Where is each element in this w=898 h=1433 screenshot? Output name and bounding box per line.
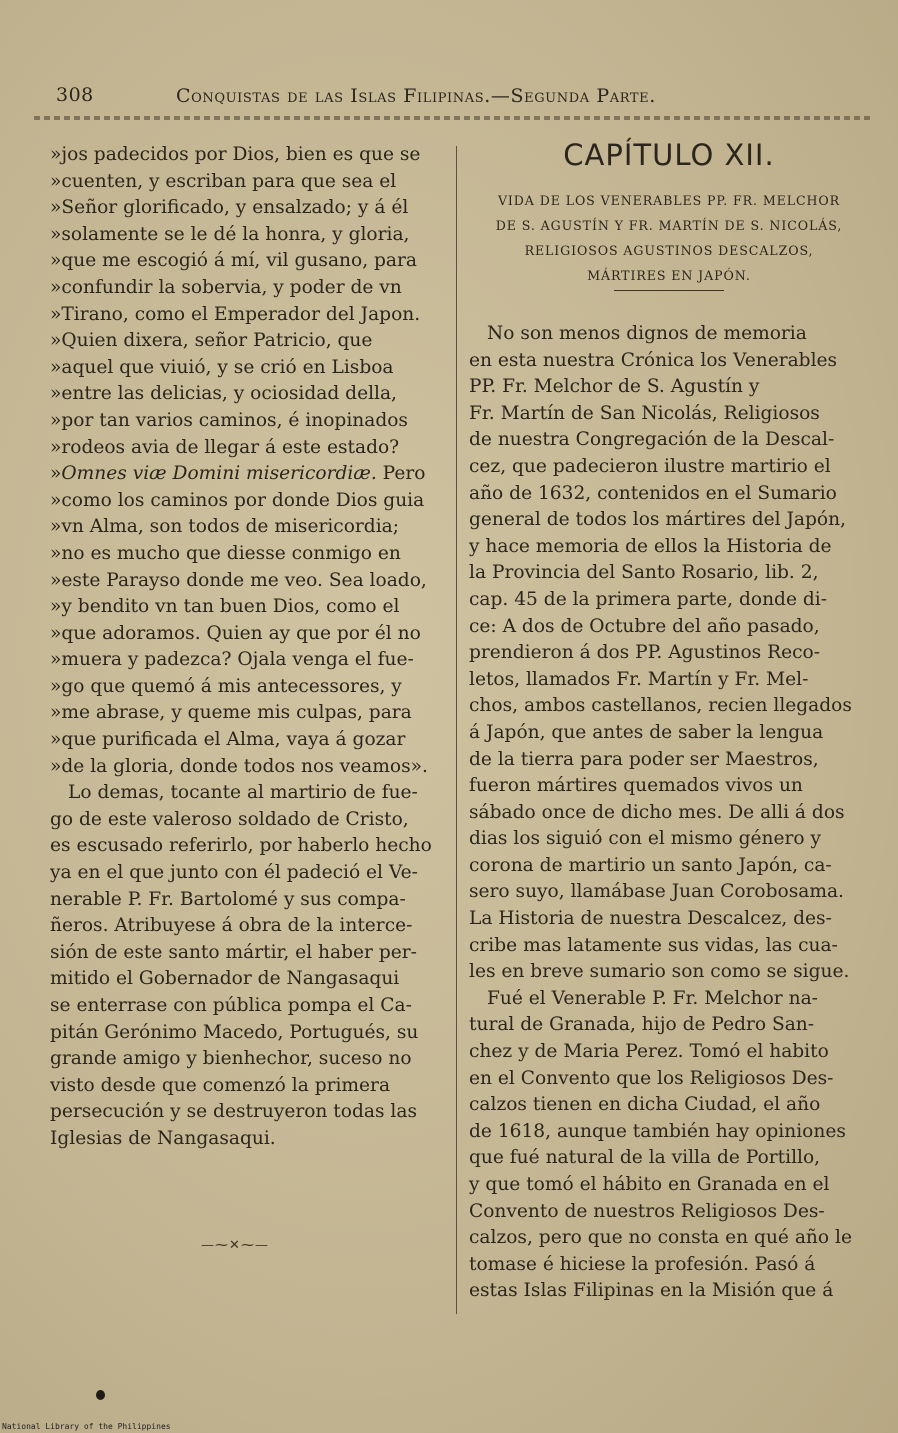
- text-line: de nuestra Congregación de la Descal-: [469, 429, 835, 451]
- column-divider: [456, 146, 457, 1314]
- text-line: general de todos los mártires del Japón,: [469, 509, 846, 531]
- text-line: la Provincia del Santo Rosario, lib. 2,: [469, 562, 819, 584]
- text-line: ce: A dos de Octubre del año pasado,: [469, 615, 820, 637]
- text-line: sábado once de dicho mes. De alli á dos: [469, 801, 845, 823]
- text-line: visto desde que comenzó la primera: [50, 1074, 391, 1096]
- right-column: [469, 138, 869, 1305]
- ink-spot: [96, 1390, 105, 1400]
- text-line: prendieron á dos PP. Agustinos Reco-: [469, 642, 820, 664]
- text-line: sero suyo, llamábase Juan Corobosama.: [469, 881, 844, 903]
- text-line: que fué natural de la villa de Portillo,: [469, 1147, 821, 1169]
- text-line: No son menos dignos de memoria: [487, 323, 807, 344]
- text-line: chez y de Maria Perez. Tomó el habito: [469, 1041, 829, 1063]
- subtitle-line: VIDA DE LOS VENERABLES PP. FR. MELCHOR: [497, 193, 841, 208]
- left-paragraph-2: [50, 780, 446, 1152]
- text-line: se enterrase con pública pompa el Ca-: [50, 995, 412, 1016]
- text-line: en el Convento que los Religiosos Des-: [469, 1067, 834, 1089]
- text-line: corona de martirio un santo Japón, ca-: [469, 854, 832, 876]
- latin-line: [50, 461, 446, 488]
- text-line: Iglesias de Nangasaqui.: [50, 1127, 276, 1149]
- text-line: »rodeos avia de llegar á este estado?: [50, 436, 400, 458]
- running-head: Conquistas de las Islas Filipinas.—Segunda Parte.: [176, 85, 656, 107]
- right-paragraph-2: [469, 986, 869, 1305]
- text-line: Fr. Martín de San Nicolás, Religiosos: [469, 402, 820, 424]
- chapter-rule: [614, 290, 724, 291]
- text-line: ya en el que junto con él padeció el Ve-: [50, 862, 418, 884]
- end-ornament: —⁓✕⁓—: [201, 1238, 269, 1253]
- text-line: »que adoramos. Quien ay que por él no: [50, 622, 421, 644]
- text-line: »solamente se le dé la honra, y gloria,: [50, 223, 410, 245]
- latin-suffix: Pero: [376, 463, 426, 485]
- text-line: letos, llamados Fr. Martín y Fr. Mel-: [469, 668, 809, 690]
- subtitle-line: DE S. AGUSTÍN Y FR. MARTÍN DE S. NICOLÁS,: [495, 218, 843, 233]
- library-credit: National Library of the Philippines: [2, 1422, 171, 1431]
- text-line: de 1618, aunque también hay opiniones: [469, 1120, 846, 1142]
- text-line: »entre las delicias, y ociosidad della,: [50, 383, 397, 405]
- text-line: tomase é hiciese la profesión. Pasó á: [469, 1253, 816, 1275]
- text-line: estas Islas Filipinas en la Misión que á: [469, 1280, 834, 1302]
- page-number: 308: [56, 84, 94, 106]
- right-paragraph-1: [469, 321, 869, 986]
- text-line: »Tirano, como el Emperador del Japon.: [50, 303, 421, 325]
- text-line: »cuenten, y escriban para que sea el: [50, 170, 397, 192]
- text-line: á Japón, que antes de saber la lengua: [469, 721, 824, 743]
- text-line: tural de Granada, hijo de Pedro San-: [469, 1014, 815, 1036]
- text-line: cez, que padecieron ilustre martirio el: [469, 455, 831, 477]
- chapter-subtitle: [469, 190, 869, 286]
- text-line: sión de este santo mártir, el haber per-: [50, 941, 417, 963]
- page-header: [40, 84, 870, 112]
- text-line: La Historia de nuestra Descalcez, des-: [469, 908, 832, 930]
- text-line: chos, ambos castellanos, recien llegados: [469, 695, 852, 717]
- text-line: Lo demas, tocante al martirio de fue-: [68, 782, 418, 804]
- text-line: »y bendito vn tan buen Dios, como el: [50, 596, 400, 618]
- text-line: calzos tienen en dicha Ciudad, el año: [469, 1094, 821, 1116]
- text-line: »como los caminos por donde Dios guia: [50, 489, 425, 511]
- text-line: es escusado referirlo, por haberlo hecho: [50, 835, 432, 857]
- text-line: les en breve sumario son como se sigue.: [469, 961, 850, 983]
- text-line: »este Parayso donde me veo. Sea loado,: [50, 569, 427, 591]
- text-line: »jos padecidos por Dios, bien es que se: [50, 144, 421, 165]
- text-line: »de la gloria, donde todos nos veamos».: [50, 755, 428, 777]
- left-paragraph-1: [50, 142, 446, 780]
- text-line: Convento de nuestros Religiosos Des-: [469, 1200, 825, 1222]
- text-line: »que purificada el Alma, vaya á gozar: [50, 729, 406, 751]
- text-line: cap. 45 de la primera parte, donde di-: [469, 588, 828, 610]
- text-line: Fué el Venerable P. Fr. Melchor na-: [487, 987, 818, 1009]
- text-line: »por tan varios caminos, é inopinados: [50, 409, 408, 431]
- text-line: fueron mártires quemados vivos un: [469, 775, 803, 797]
- text-line: »me abrase, y queme mis culpas, para: [50, 702, 412, 724]
- left-column: [50, 142, 446, 1153]
- text-line: mitido el Gobernador de Nangasaqui: [50, 968, 400, 990]
- text-line: y hace memoria de ellos la Historia de: [469, 535, 832, 557]
- text-line: ñeros. Atribuyese á obra de la interce-: [50, 915, 413, 937]
- text-line: de la tierra para poder ser Maestros,: [469, 748, 819, 770]
- latin-phrase: Omnes viæ Domini misericordiæ.: [61, 463, 377, 485]
- text-line: nerable P. Fr. Bartolomé y sus compa-: [50, 888, 406, 910]
- text-line: »go que quemó á mis antecessores, y: [50, 675, 402, 697]
- text-line: grande amigo y bienhechor, suceso no: [50, 1048, 412, 1070]
- text-line: »muera y padezca? Ojala venga el fue-: [50, 649, 414, 671]
- text-line: »Señor glorificado, y ensalzado; y á él: [50, 197, 409, 219]
- text-line: dias los siguió con el mismo género y: [469, 828, 821, 850]
- text-line: »Quien dixera, señor Patricio, que: [50, 330, 373, 352]
- latin-prefix: »: [50, 463, 62, 485]
- text-line: go de este valeroso soldado de Cristo,: [50, 808, 409, 830]
- chapter-title: CAPÍTULO XII.: [563, 138, 775, 172]
- text-line: »aquel que viuió, y se crió en Lisboa: [50, 356, 394, 378]
- text-line: año de 1632, contenidos en el Sumario: [469, 482, 837, 504]
- header-wavy-rule: [34, 116, 874, 120]
- text-line: persecución y se destruyeron todas las: [50, 1101, 417, 1123]
- text-line: pitán Gerónimo Macedo, Portugués, su: [50, 1021, 419, 1043]
- text-line: PP. Fr. Melchor de S. Agustín y: [469, 376, 760, 398]
- subtitle-line: RELIGIOSOS AGUSTINOS DESCALZOS,: [524, 243, 814, 258]
- subtitle-line: MÁRTIRES EN JAPÓN.: [587, 268, 751, 283]
- text-line: calzos, pero que no consta en qué año le: [469, 1227, 852, 1249]
- text-line: »no es mucho que diesse conmigo en: [50, 542, 401, 564]
- text-line: y que tomó el hábito en Granada en el: [469, 1174, 830, 1195]
- text-line: »vn Alma, son todos de misericordia;: [50, 516, 399, 538]
- text-line: »que me escogió á mí, vil gusano, para: [50, 250, 417, 272]
- text-line: en esta nuestra Crónica los Venerables: [469, 349, 838, 371]
- text-line: »confundir la sobervia, y poder de vn: [50, 276, 402, 298]
- text-line: cribe mas latamente sus vidas, las cua-: [469, 934, 838, 956]
